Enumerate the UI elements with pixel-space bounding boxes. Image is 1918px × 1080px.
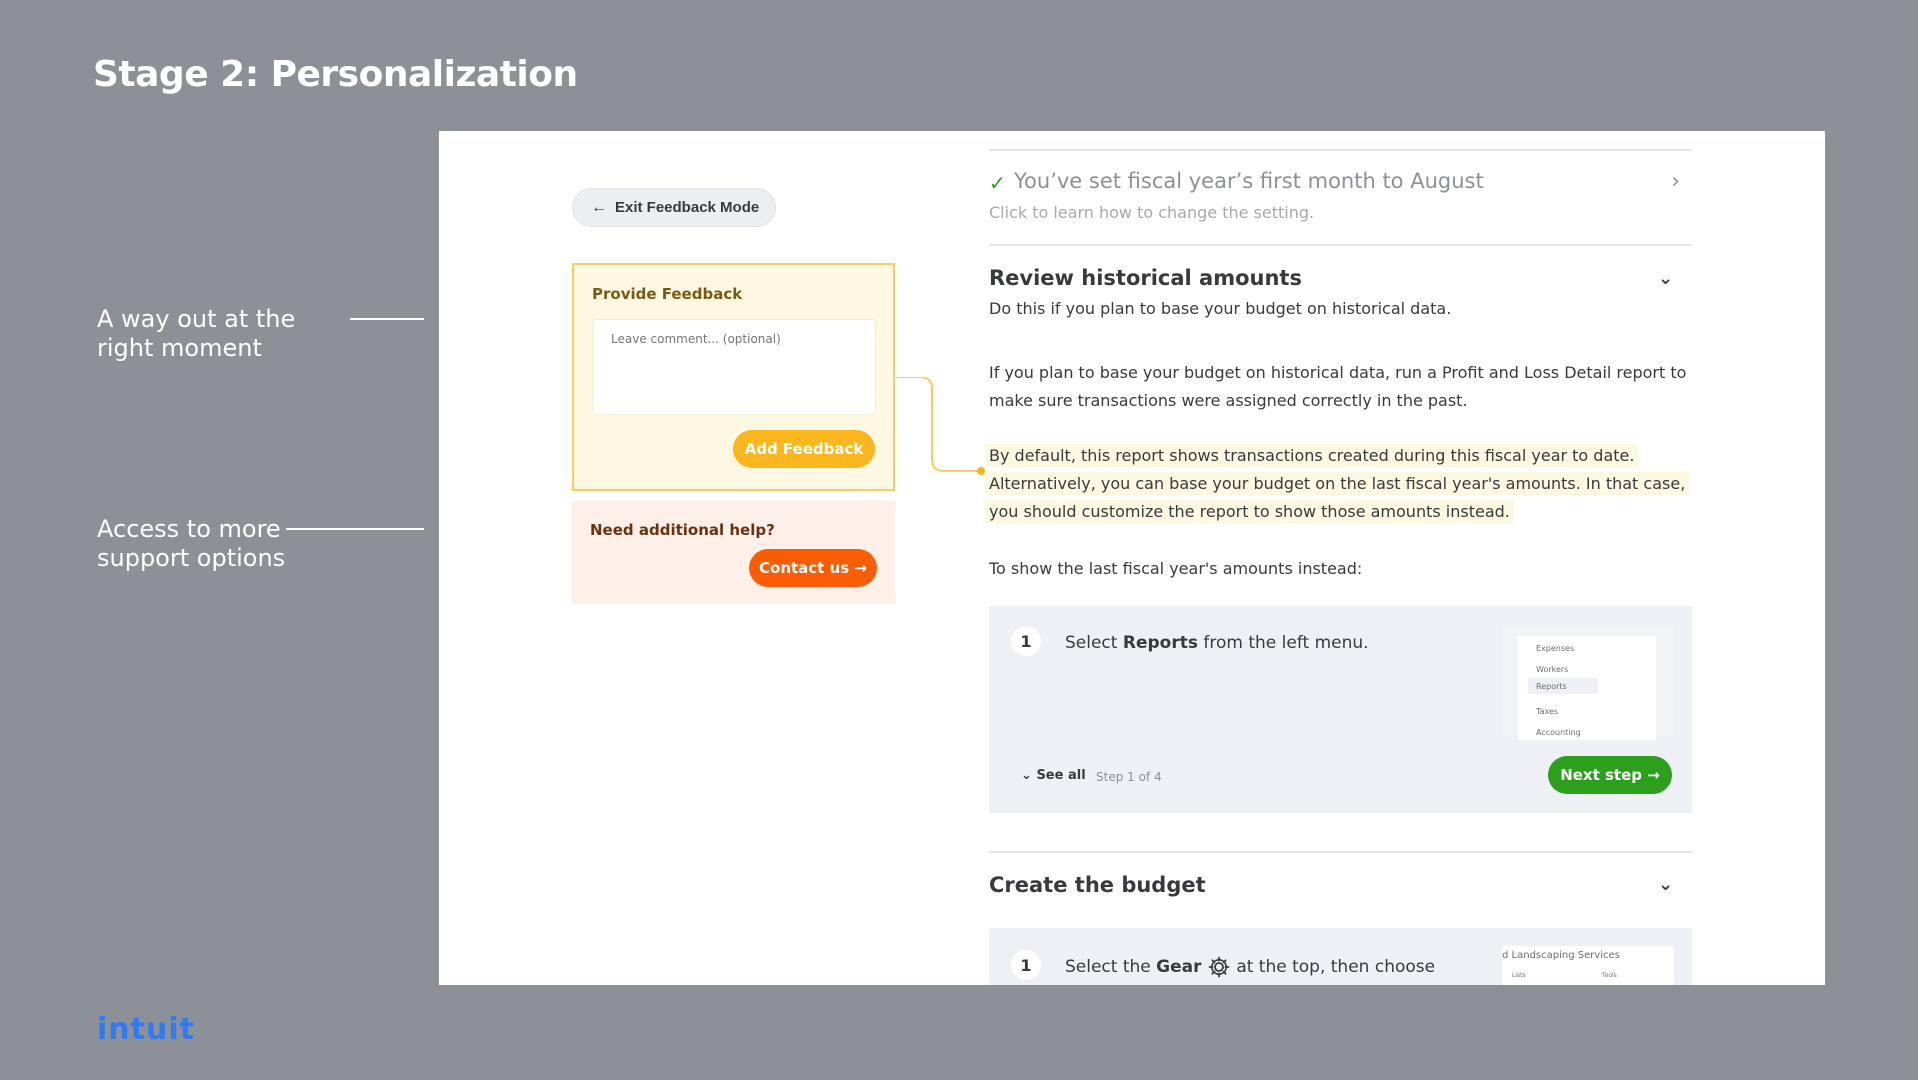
divider-3	[989, 851, 1692, 853]
gear-icon	[1207, 955, 1231, 979]
annotation-line-2	[286, 528, 424, 530]
step-card-gear	[989, 928, 1692, 985]
feedback-connector-line	[895, 377, 995, 507]
review-historical-title[interactable]: Review historical amounts	[989, 266, 1302, 290]
step-instruction: Select Reports from the left menu.	[1065, 633, 1369, 653]
completed-step-title: You’ve set fiscal year’s first month to August	[1014, 169, 1484, 193]
arrow-right-icon: →	[1647, 766, 1660, 784]
annotation-way-out: A way out at the right moment	[97, 305, 296, 362]
additional-help-card	[572, 501, 895, 604]
step-number: 1	[1011, 626, 1041, 656]
see-all-toggle[interactable]: ⌄ See all	[1021, 768, 1086, 783]
annotation-support-options: Access to more support options	[97, 515, 286, 572]
exit-feedback-mode-button[interactable]	[572, 188, 776, 227]
check-icon: ✓	[989, 171, 1006, 195]
step-instruction: Select the Gear at the top, then choose	[1065, 957, 1436, 977]
step-thumbnail	[1502, 626, 1674, 736]
thumbnail-tools: Tools	[1602, 972, 1617, 979]
feedback-comment-input[interactable]	[592, 319, 876, 415]
next-step-button[interactable]: Next step →	[1548, 756, 1672, 794]
thumbnail-lists: Lists	[1512, 972, 1526, 979]
create-budget-title[interactable]: Create the budget	[989, 873, 1206, 897]
provide-feedback-card	[572, 263, 895, 491]
step-thumbnail	[1502, 946, 1674, 985]
app-screenshot	[439, 131, 1825, 985]
slide-title: Stage 2: Personalization	[93, 54, 578, 95]
exit-feedback-label: Exit Feedback Mode	[615, 199, 760, 216]
chevron-down-icon[interactable]: ⌄	[1658, 874, 1674, 895]
step-progress: Step 1 of 4	[1096, 770, 1162, 784]
thumbnail-company-name: d Landscaping Services	[1502, 950, 1620, 961]
chevron-down-icon: ⌄	[1021, 768, 1032, 783]
arrow-left-icon: ←	[591, 198, 607, 216]
provide-feedback-title: Provide Feedback	[592, 285, 743, 303]
arrow-right-icon: →	[854, 559, 867, 577]
divider-top	[989, 149, 1692, 151]
highlighted-paragraph	[985, 442, 1697, 526]
completed-step-subtitle: Click to learn how to change the setting.	[989, 203, 1315, 222]
contact-us-label: Contact us	[759, 559, 850, 577]
step-number: 1	[1011, 950, 1041, 980]
divider-2	[989, 244, 1692, 246]
chevron-down-icon[interactable]: ⌄	[1658, 268, 1674, 289]
add-feedback-button[interactable]: Add Feedback	[733, 430, 875, 468]
additional-help-title: Need additional help?	[590, 521, 775, 539]
highlighted-text: By default, this report shows transactions created during this fiscal year to date. Alternatively, you can base your budget on the last fiscal year's amounts. In that case, you should customize the report to show those amounts instead.	[985, 444, 1689, 523]
contact-us-button[interactable]	[749, 549, 877, 587]
paragraph-show-last-year: To show the last fiscal year's amounts instead:	[989, 559, 1363, 578]
intuit-logo: intuit	[97, 1012, 195, 1047]
paragraph-profit-loss: If you plan to base your budget on historical data, run a Profit and Loss Detail report to make sure transactions were assigned correctly in the past.	[989, 363, 1687, 410]
thumbnail-menu: Expenses Workers Reports Taxes Accounting	[1518, 636, 1656, 740]
annotation-line-1	[350, 318, 424, 320]
review-historical-subtitle: Do this if you plan to base your budget on historical data.	[989, 299, 1452, 318]
step-card-reports	[989, 606, 1692, 813]
chevron-right-icon: ›	[1671, 169, 1680, 194]
